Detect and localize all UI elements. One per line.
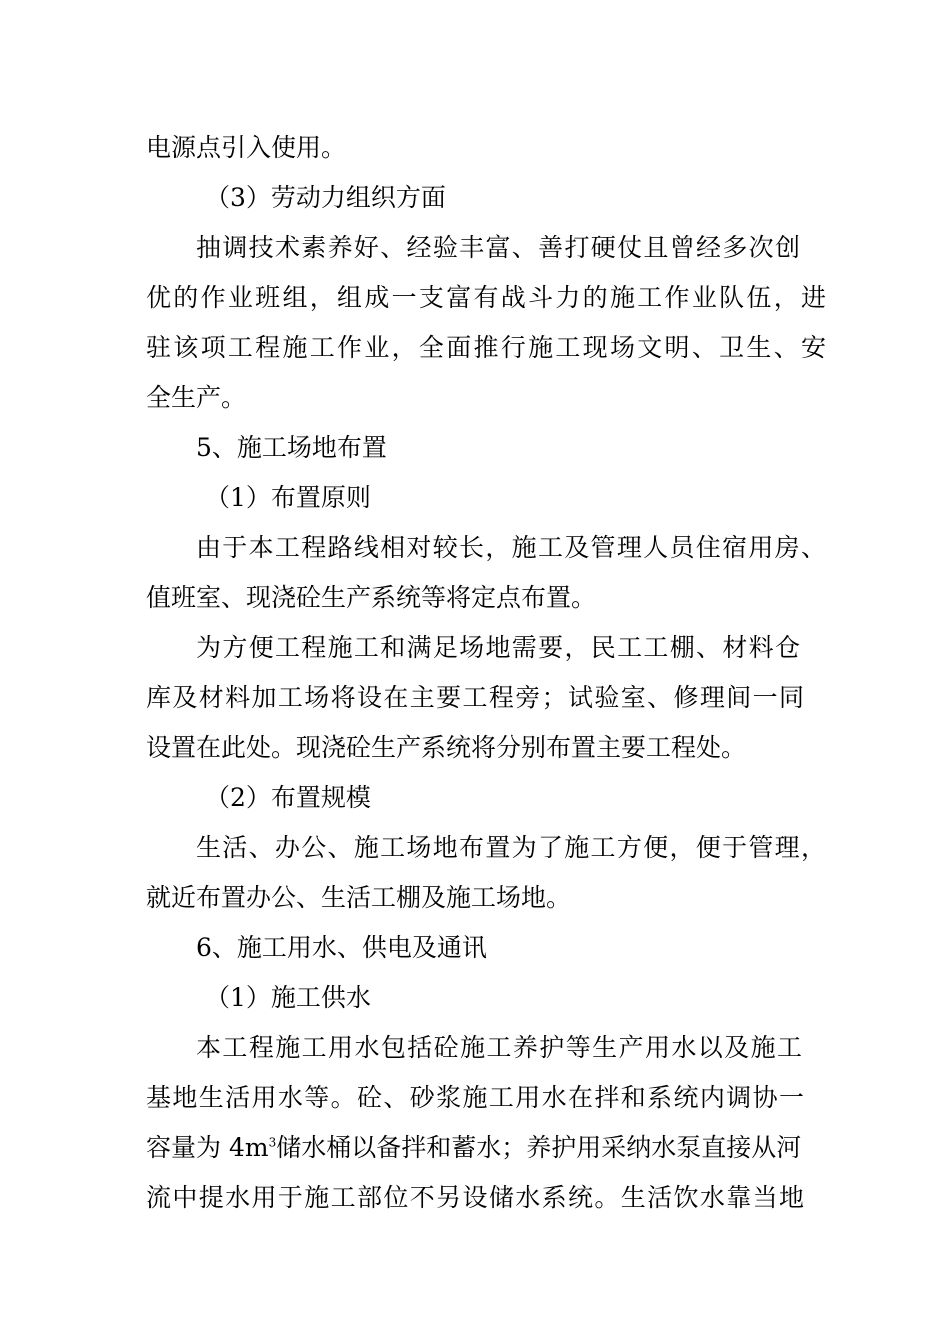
subheading-layout-scale: （2）布置规模 [205,783,371,812]
section-heading-water-power-communication: 6、施工用水、供电及通讯 [196,933,487,962]
paragraph-line: 驻该项工程施工作业，全面推行施工现场文明、卫生、安 [146,333,826,362]
paragraph-line: 生活、办公、施工场地布置为了施工方便，便于管理， [196,833,826,862]
paragraph-line: 电源点引入使用。 [146,133,347,162]
paragraph-line: 基地生活用水等。砼、砂浆施工用水在拌和系统内调协一 [146,1083,804,1112]
paragraph-line [146,1131,826,1165]
paragraph-line: 值班室、现浇砼生产系统等将定点布置。 [146,583,597,612]
paragraph-line: 抽调技术素养好、经验丰富、善打硬仗且曾经多次创 [196,233,800,262]
text-span: 容量为 4m [146,1133,269,1162]
paragraph-line: 本工程施工用水包括砼施工养护等生产用水以及施工 [196,1033,802,1062]
superscript: 3 [268,1135,277,1150]
section-heading-site-layout: 5、施工场地布置 [196,433,387,462]
paragraph-line: 由于本工程路线相对较长，施工及管理人员住宿用房、 [196,533,826,562]
paragraph-line: 就近布置办公、生活工棚及施工场地。 [146,883,572,912]
paragraph-line: 全生产。 [146,383,247,412]
paragraph-line: 为方便工程施工和满足场地需要，民工工棚、材料仓 [196,633,800,662]
paragraph-line: 库及材料加工场将设在主要工程旁；试验室、修理间一同 [146,683,804,712]
paragraph-line: 设置在此处。现浇砼生产系统将分别布置主要工程处。 [146,733,747,762]
paragraph-line: 流中提水用于施工部位不另设储水系统。生活饮水靠当地 [146,1183,804,1212]
subheading-labor-organization: （3）劳动力组织方面 [205,183,446,212]
subheading-layout-principles: （1）布置原则 [205,483,371,512]
text-span: 储水桶以备拌和蓄水；养护用采纳水泵直接从河 [276,1133,802,1162]
subheading-water-supply: （1）施工供水 [205,983,371,1012]
paragraph-line: 优的作业班组，组成一支富有战斗力的施工作业队伍，进 [146,283,826,312]
